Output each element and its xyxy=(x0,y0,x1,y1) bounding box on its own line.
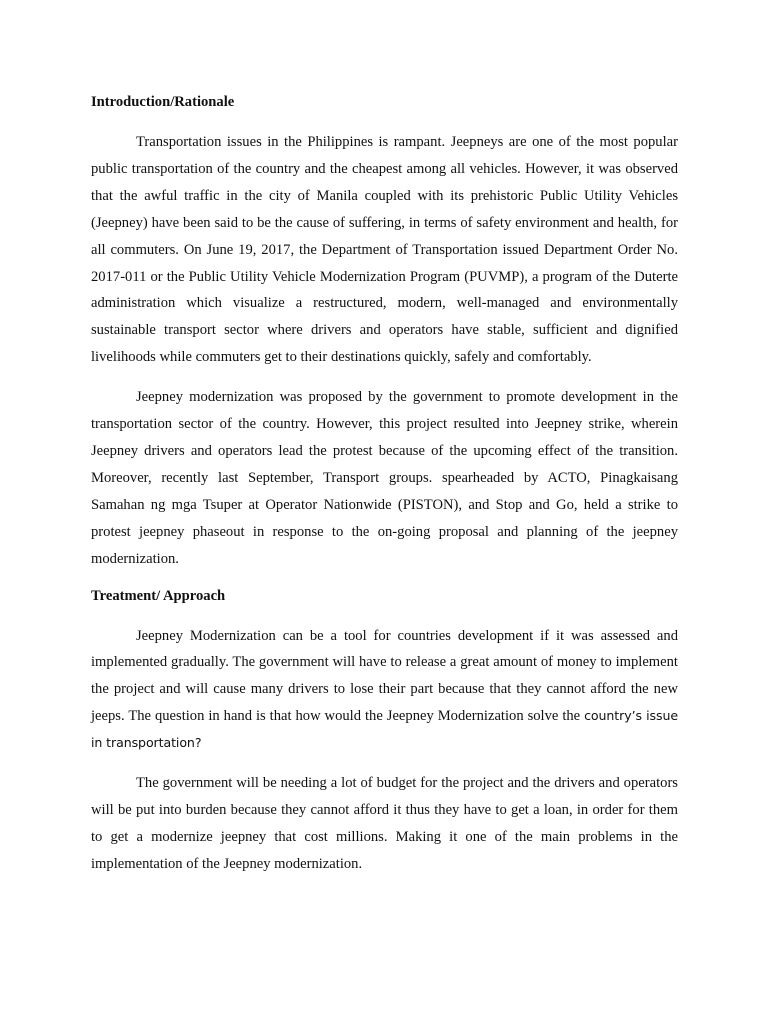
paragraph-treatment-1 xyxy=(91,623,678,758)
paragraph-intro-2: Jeepney modernization was proposed by the government to promote development in the transportation sector of the country. However, this project resulted into Jeepney strike, wherein Jeepney drivers and operators lead the protest because of the upcoming effect of the transition. Moreover, recently last September, Transport groups. spearheaded by ACTO, Pinagkaisang Samahan ng mga Tsuper at Operator Nationwide (PISTON), and Stop and Go, held a strike to protest jeepney phaseout in response to the on-going proposal and planning of the jeepney modernization. xyxy=(91,389,678,567)
document-body xyxy=(91,92,678,878)
paragraph-treatment-1-tail: country’s issue in transportation? xyxy=(91,708,678,751)
paragraph-intro-1: Transportation issues in the Philippines is rampant. Jeepneys are one of the most popular public transportation of the country and the cheapest among all vehicles. However, it was observed that the awful traffic in the city of Manila coupled with its prehistoric Public Utility Vehicles (Jeepney) have been said to be the cause of suffering, in terms of safety environment and health, for all commuters. On June 19, 2017, the Department of Transportation issued Department Order No. 2017-011 or the Public Utility Vehicle Modernization Program (PUVMP), a program of the Duterte administration which visualize a restructured, modern, well-managed and environmentally sustainable transport sector where drivers and operators have stable, sufficient and dignified livelihoods while commuters get to their destinations quickly, safely and comfortably. xyxy=(91,134,678,366)
section-heading-introduction: Introduction/Rationale xyxy=(91,94,235,110)
section-heading-treatment: Treatment/ Approach xyxy=(91,587,226,604)
paragraph-treatment-1-main: Jeepney Modernization can be a tool for countries development if it was assessed and implemented gradually. The government will have to release a great amount of money to implement the project and will cause many drivers to lose their part because that they cannot afford the new jeeps. The question in hand is that how would the Jeepney Modernization solve the xyxy=(91,627,678,725)
paragraph-treatment-2: The government will be needing a lot of budget for the project and the drivers and operators will be put into burden because they cannot afford it thus they have to get a loan, in order for them to get a modernize jeepney that cost millions. Making it one of the main problems in the implementation of the Jeepney modernization. xyxy=(91,775,678,872)
